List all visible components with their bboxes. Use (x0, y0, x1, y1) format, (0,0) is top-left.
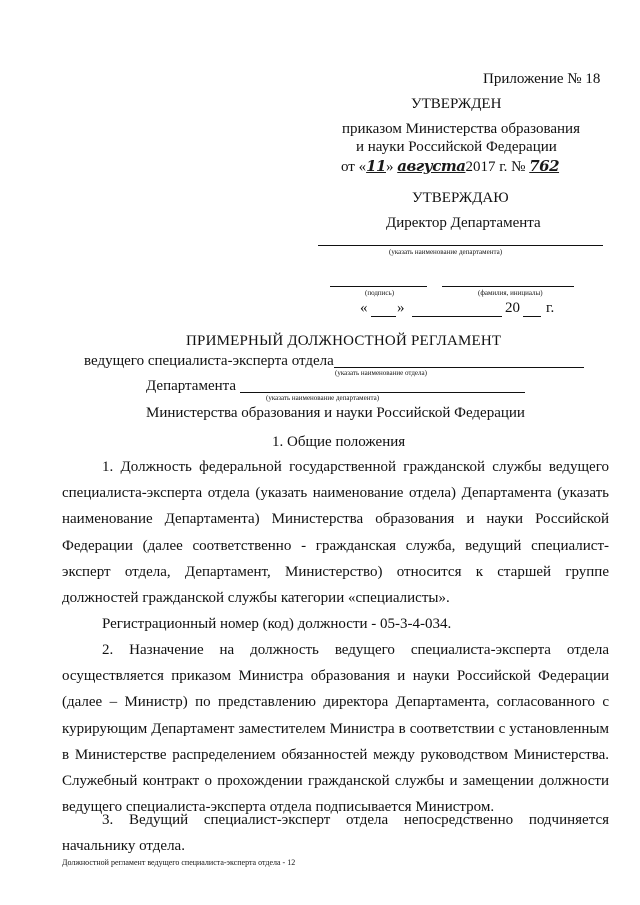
paragraph-1: 1. Должность федеральной государственной гражданской службы ведущего специалиста-эксперта отдела (указать наименование отдела) Департамента (указать наименование Департамента) Министерства образования и науки Российской Федерации (далее соответственно - гражданская служба, ведущий специалист-эксперт отдела, Департамент, Министерство) относится к старшей группе должностей гражданской службы категории «специалисты». (62, 459, 609, 607)
date-month-handwritten: августа (397, 157, 466, 175)
page-footer: Должностной регламент ведущего специалиста-эксперта отдела - 12 (62, 858, 296, 867)
paragraph-3-line-1: 3. Ведущий специалист-эксперт отдела непосредственно подчиняется (102, 812, 609, 828)
approve-date-year: 20 (505, 300, 520, 316)
approved-heading: УТВЕРЖДЕН (411, 96, 502, 112)
department-name-caption: (указать наименование отдела) (335, 369, 427, 377)
approve-day-line (371, 316, 396, 317)
title-position-line: ведущего специалиста-эксперта отдела (84, 353, 334, 369)
appendix-label: Приложение № 18 (483, 71, 601, 87)
date-year: 2017 г. № (465, 159, 526, 175)
department-signature-line (318, 245, 603, 246)
paragraph-2: 2. Назначение на должность ведущего специалиста-эксперта отдела осуществляется приказом Министра образования и науки Российской Федерации (далее – Министр) по представлению директора Департамента, согласованного с курирующим Департамент заместителем Министра в соответствии с установленным в Министерстве распределением обязанностей между руководством Министерства. Служебный контракт о прохождении гражданской службы и замещении должности ведущего специалиста-эксперта отдела подписывается Министром. (62, 642, 609, 816)
date-day-handwritten: 11 (366, 157, 386, 175)
section-heading: 1. Общие положения (272, 434, 406, 450)
title-ministry-line: Министерства образования и науки Российской Федерации (146, 405, 525, 421)
director-position: Директор Департамента (386, 215, 541, 231)
date-mid: » (385, 159, 394, 175)
approve-year-line (523, 316, 541, 317)
signature-caption: (подпись) (365, 289, 395, 297)
name-line (442, 286, 574, 287)
paragraph-registration: Регистрационный номер (код) должности - 05-3-4-034. (102, 616, 452, 632)
approve-date-open: « (360, 300, 368, 316)
department-caption: (указать наименование департамента) (389, 248, 503, 256)
order-line-1: приказом Министерства образования (342, 121, 580, 137)
department-name-blank (334, 367, 584, 368)
paragraph-3-line-2: начальнику отдела. (62, 838, 185, 854)
department-blank (240, 392, 525, 393)
order-line-2: и науки Российской Федерации (356, 139, 557, 155)
approve-month-line (412, 316, 502, 317)
order-date-line (341, 157, 559, 176)
approve-date-close: » (397, 300, 405, 316)
department-blank-caption: (указать наименование департамента) (266, 394, 380, 402)
approve-heading: УТВЕРЖДАЮ (412, 190, 509, 206)
name-caption: (фамилия, инициалы) (478, 289, 543, 297)
date-prefix: от « (341, 159, 367, 175)
document-title: ПРИМЕРНЫЙ ДОЛЖНОСТНОЙ РЕГЛАМЕНТ (186, 333, 502, 349)
order-number-handwritten: 762 (529, 157, 560, 175)
title-department-line: Департамента (146, 378, 237, 394)
signature-line (330, 286, 427, 287)
approve-date-suffix: г. (546, 300, 555, 316)
